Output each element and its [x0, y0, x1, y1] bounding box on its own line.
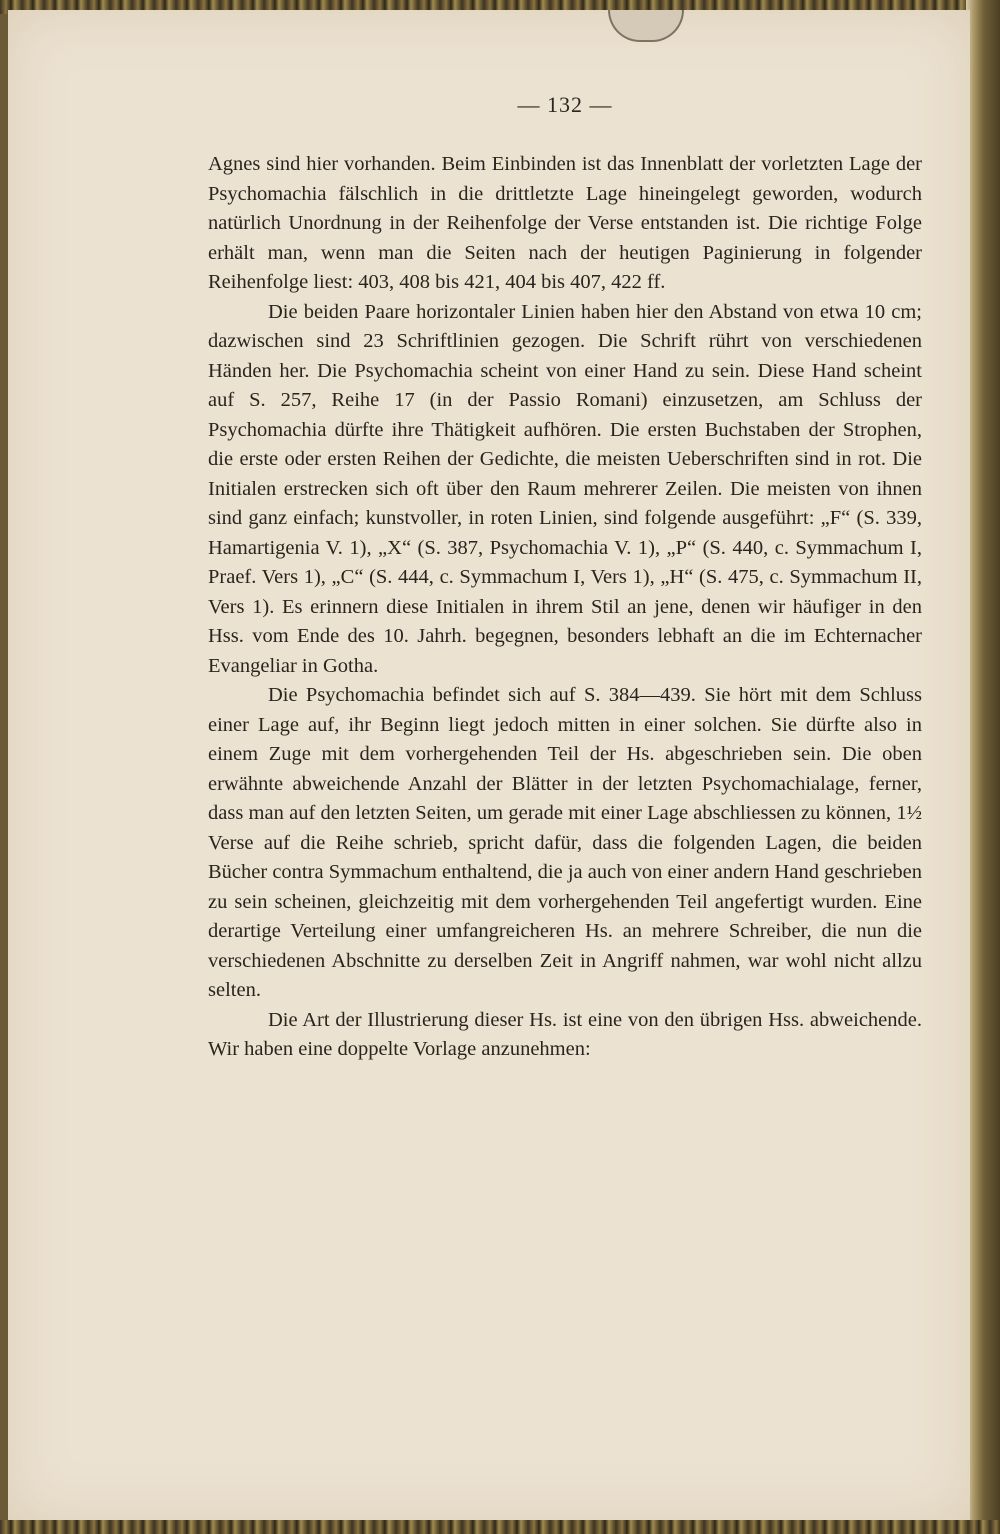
book-edge-bottom [0, 1520, 1000, 1534]
page-number: — 132 — [517, 92, 613, 117]
paragraph-layout: Die beiden Paare horizontaler Linien haben hier den Abstand von etwa 10 cm; dazwischen sind 23 Schriftlinien gezogen. Die Schrift rührt von verschiedenen Händen her. Die Psychomachia scheint von einer Hand zu sein. Diese Hand scheint auf S. 257, Reihe 17 (in der Passio Romani) einzusetzen, am Schluss der Psychomachia dürfte ihre Thätigkeit aufhören. Die ersten Buchstaben der Strophen, die erste oder ersten Reihen der Gedichte, die meisten Ueberschriften sind in rot. Die Initialen erstrecken sich oft über den Raum mehrerer Zeilen. Die meisten von ihnen sind ganz einfach; kunstvoller, in roten Linien, sind folgende ausgeführt: „F“ (S. 339, Hamartigenia V. 1), „X“ (S. 387, Psychomachia V. 1), „P“ (S. 440, c. Symmachum I, Praef. Vers 1), „C“ (S. 444, c. Symmachum I, Vers 1), „H“ (S. 475, c. Symmachum II, Vers 1). Es erinnern diese Initialen in ihrem Stil an jene, denen wir häufiger in den Hss. vom Ende des 10. Jahrh. begegnen, besonders lebhaft an die im Echternacher Evangeliar in Gotha. [208, 300, 922, 677]
paragraph-psychomachia: Die Psychomachia befindet sich auf S. 384—439. Sie hört mit dem Schluss einer Lage auf, ihr Beginn liegt jedoch mitten in einer solchen. Sie dürfte also in einem Zuge mit dem vorhergehenden Teil der Hs. abgeschrieben sein. Die oben erwähnte abweichende Anzahl der Blätter in der letzten Psychomachialage, ferner, dass man auf den letzten Seiten, um gerade mit einer Lage abschliessen zu können, 1½ Verse auf die Reihe schrieb, spricht dafür, dass die folgenden Lagen, die beiden Bücher contra Symmachum enthaltend, die ja auch von einer andern Hand geschrieben zu sein scheinen, gleichzeitig mit dem vorhergehenden Teil angefertigt wurden. Eine derartige Verteilung einer umfangreicheren Hs. an mehrere Schreiber, die nun die verschiedenen Abschnitte zu derselben Zeit in Angriff nahmen, war wohl nicht allzu selten. [208, 684, 922, 1001]
page-clip [608, 10, 684, 42]
book-spine-edge [966, 0, 1000, 1534]
body-text [208, 150, 922, 1065]
paragraph-illustration: Die Art der Illustrierung dieser Hs. ist eine von den übrigen Hss. abweichende. Wir haben eine doppelte Vorlage anzunehmen: [208, 1008, 922, 1060]
paragraph-continuation: Agnes sind hier vorhanden. Beim Einbinden ist das Innenblatt der vorletzten Lage der Psychomachia fälschlich in die drittletzte Lage hineingelegt geworden, wodurch natürlich Unordnung in der Reihenfolge der Verse entstanden ist. Die richtige Folge erhält man, wenn man die Seiten nach der heutigen Paginierung in folgender Reihenfolge liest: 403, 408 bis 421, 404 bis 407, 422 ff. [208, 153, 922, 293]
